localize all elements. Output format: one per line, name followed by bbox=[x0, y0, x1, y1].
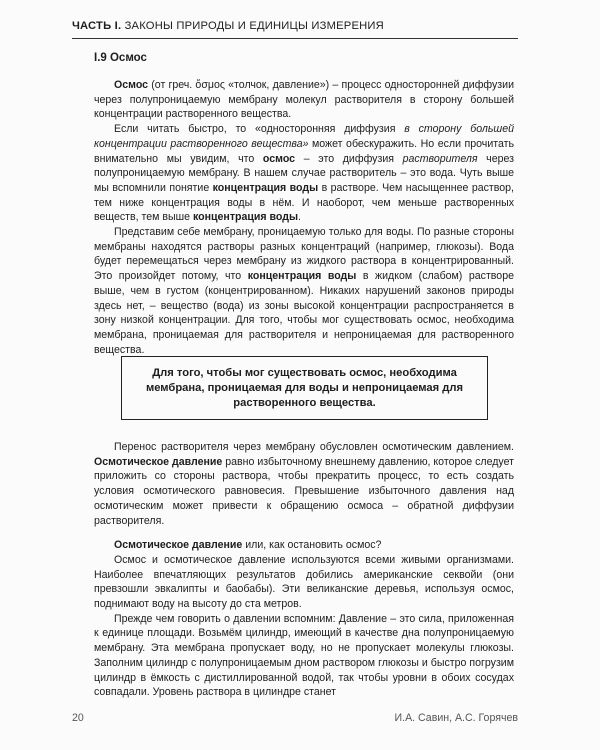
bold-term: Осмос bbox=[114, 79, 149, 91]
text-run: Перенос растворителя через мембрану обусловлен осмотическим давлением. bbox=[114, 441, 514, 453]
text-run: . bbox=[298, 211, 301, 224]
text-run: или, как остановить осмос? bbox=[242, 539, 382, 552]
italic-phrase: в сторону большей концентрации растворенного вещества» bbox=[94, 123, 514, 150]
paragraph bbox=[94, 122, 514, 225]
text-run: Прежде чем говорить о давлении вспомним: Давление – это сила, приложенная к единице площади. Возьмём цилиндр, имеющий в качестве дна полупроницаемую мембрану. Эта мембрана пропускает воду, но не пропускает молекулы глюкозы. Заполним цилиндр с полупроницаемым дном раствором глюкозы и быстро погрузим цилиндр в ёмкость с дистиллированной водой, так чтобы уровни в обоих сосудах совпадали. Уровень раствора в цилиндре станет bbox=[94, 612, 514, 699]
header-part: ЧАСТЬ I. bbox=[72, 20, 122, 32]
header-title: ЗАКОНЫ ПРИРОДЫ И ЕДИНИЦЫ ИЗМЕРЕНИЯ bbox=[124, 20, 384, 32]
italic-phrase: растворителя bbox=[402, 152, 478, 165]
bold-term: концентрация воды bbox=[247, 270, 357, 283]
running-header bbox=[72, 20, 518, 39]
body-text-bottom bbox=[94, 440, 514, 700]
paragraph bbox=[94, 78, 514, 122]
paragraph bbox=[94, 225, 514, 357]
page-number: 20 bbox=[72, 712, 84, 724]
paragraph bbox=[94, 553, 514, 612]
bold-term: Осмотическое давление bbox=[114, 539, 243, 552]
text-run: может обескуражить. Но если прочитать внимательно мы увидим, что bbox=[94, 137, 514, 165]
bold-term: осмос bbox=[262, 152, 296, 165]
text-run: – это диффузия bbox=[295, 152, 403, 165]
bold-term: концентрация воды bbox=[212, 181, 319, 194]
body-text-top bbox=[94, 78, 514, 357]
paragraph bbox=[94, 440, 514, 528]
text-run: Представим себе мембрану, проницаемую только для воды. По разные стороны мембраны находятся растворы разных концентраций (например, глюкозы). Вода будет перемещаться через мембрану из жидкого раствора в концентрированный. Это произойдет потому, что bbox=[94, 226, 514, 283]
bold-term: Осмотическое давление bbox=[94, 455, 223, 468]
text-run: Осмос и осмотическое давление используются всеми живыми организмами. Наиболее впечатляющих результатов добились американские секвойи (они превзошли эвкалипты и баобабы). Эти великанские деревья, используя осмос, поднимают воду на высоту до ста метров. bbox=[94, 553, 514, 611]
section-title: I.9 Осмос bbox=[94, 52, 147, 64]
text-run: равно избыточному внешнему давлению, которое следует приложить со стороны раствора, чтобы прекратить процесс, то есть создать условия осмотического равновесия. Превышение избыточного давления над осмотическим может привести к обращению осмоса – обратной диффузии растворителя. bbox=[94, 455, 514, 527]
callout-box bbox=[121, 356, 488, 420]
text-run: (от греч. ὄσμος «толчок, давление») – процесс односторонней диффузии через полупроницаемую мембрану молекул растворителя в сторону большей концентрации растворенного вещества. bbox=[94, 79, 514, 121]
callout-text: Для того, чтобы мог существовать осмос, необходима мембрана, проницаемая для воды и непроницаемая для растворенного вещества. bbox=[145, 366, 464, 409]
text-run: в растворе. Чем насыщеннее раствор, тем ниже концентрация воды в нём. И наоборот, чем меньше растворенных веществ, тем выше bbox=[94, 181, 514, 224]
text-run: в жидком (слабом) растворе выше, чем в густом (концентрированном). Никаких нарушений законов природы здесь нет, – вещество (вода) из зоны высокой концентрации распространяется в зону низкой концентрации. Для того, чтобы мог существовать осмос, необходима мембрана, проницаемая для растворителя и непроницаемая для растворенного вещества. bbox=[94, 270, 514, 356]
paragraph bbox=[94, 612, 514, 700]
bold-term: концентрация воды bbox=[192, 211, 298, 224]
paragraph-subhead bbox=[94, 538, 514, 553]
text-run: через полупроницаемую мембрану. В нашем случае растворитель – это вода. Чуть выше мы вспомнили понятие bbox=[94, 152, 514, 194]
text-run: Если читать быстро, то «односторонняя диффузия bbox=[114, 123, 405, 136]
footer-authors: И.А. Савин, А.С. Горячев bbox=[394, 712, 518, 724]
